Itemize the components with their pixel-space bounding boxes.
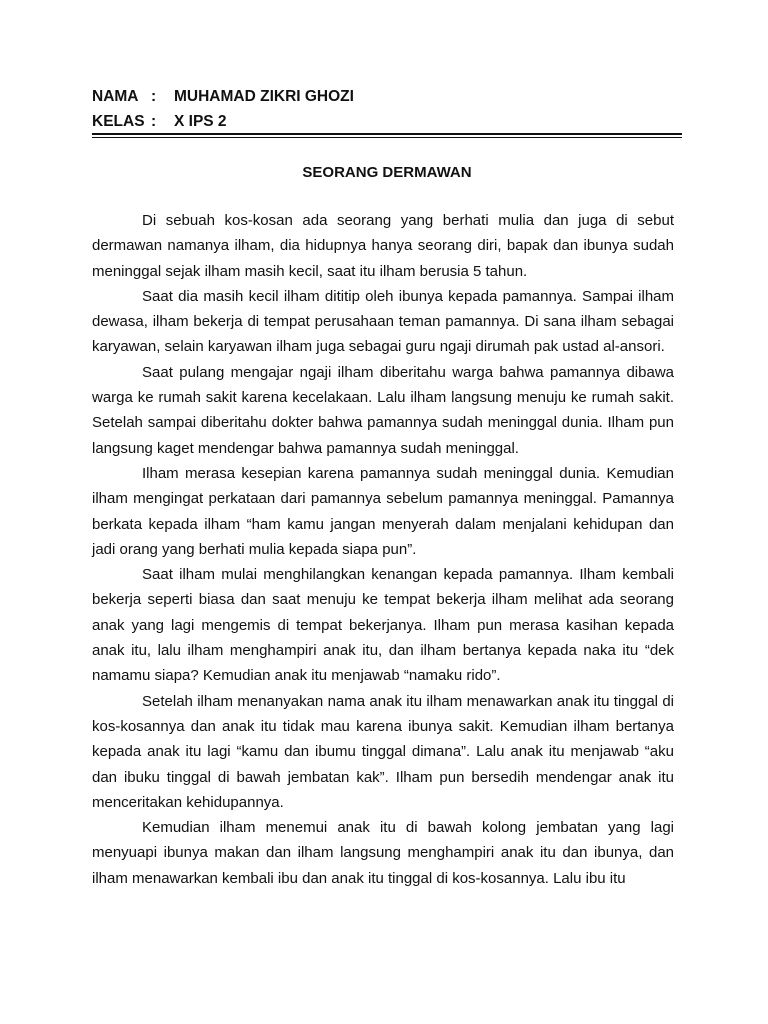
paragraph: Saat dia masih kecil ilham dititip oleh ibunya kepada pamannya. Sampai ilham dewasa, ilham bekerja di tempat perusahaan teman pamannya. Di sana ilham sebagai karyawan, selain karyawan ilham juga sebagai guru ngaji dirumah pak ustad al-ansori. [92,287,674,356]
paragraph: Ilham merasa kesepian karena pamannya sudah meninggal dunia. Kemudian ilham mengingat perkataan dari pamannya sebelum pamannya meninggal. Pamannya berkata kepada ilham “ham kamu jangan menyerah dalam menjalani kehidupan dan jadi orang yang berhati mulia kepada siapa pun”. [92,464,674,558]
class-label: KELAS [92,113,145,130]
paragraph: Di sebuah kos-kosan ada seorang yang berhati mulia dan juga di sebut dermawan namanya ilham, dia hidupnya hanya seorang diri, bapak dan ibunya sudah meninggal sejak ilham masih kecil, saat itu ilham berusia 5 tahun. [92,212,674,280]
name-label: NAMA [92,88,139,105]
name-colon: : [151,88,157,105]
class-value: X IPS 2 [174,113,227,130]
document-title: SEORANG DERMAWAN [302,164,472,181]
paragraph: Kemudian ilham menemui anak itu di bawah kolong jembatan yang lagi menyuapi ibunya makan dan ilham langsung menghampiri anak itu dan ibunya, dan ilham menawarkan kembali ibu dan anak itu tinggal di kos-kosannya. Lalu ibu itu [92,819,674,887]
story-body [92,208,674,891]
class-colon: : [151,113,157,130]
header-divider [92,133,682,135]
paragraph: Saat ilham mulai menghilangkan kenangan kepada pamannya. Ilham kembali bekerja seperti biasa dan saat menuju ke tempat bekerja ilham melihat ada seorang anak yang lagi mengemis di tempat bekerjanya. Ilham pun merasa kasihan kepada anak itu, lalu ilham menghampiri anak itu, dan ilham bertanya kepada naka itu “dek namamu siapa? Kemudian anak itu menjawab “namaku rido”. [92,566,674,685]
header-divider-thin [92,137,682,138]
paragraph: Setelah ilham menanyakan nama anak itu ilham menawarkan anak itu tinggal di kos-kosannya dan anak itu tidak mau karena ibunya sakit. Kemudian ilham bertanya kepada anak itu lagi “kamu dan ibumu tinggal dimana”. Lalu anak itu menjawab “aku dan ibuku tinggal di bawah jembatan kak”. Ilham pun bersedih mendengar anak itu menceritakan kehidupannya. [92,692,674,811]
paragraph: Saat pulang mengajar ngaji ilham diberitahu warga bahwa pamannya dibawa warga ke rumah sakit karena kecelakaan. Lalu ilham langsung menuju ke rumah sakit. Setelah sampai diberitahu dokter bahwa pamannya sudah meninggal dunia. Ilham pun langsung kaget mendengar bahwa pamannya sudah meninggal. [92,363,674,457]
name-value: MUHAMAD ZIKRI GHOZI [174,88,354,105]
